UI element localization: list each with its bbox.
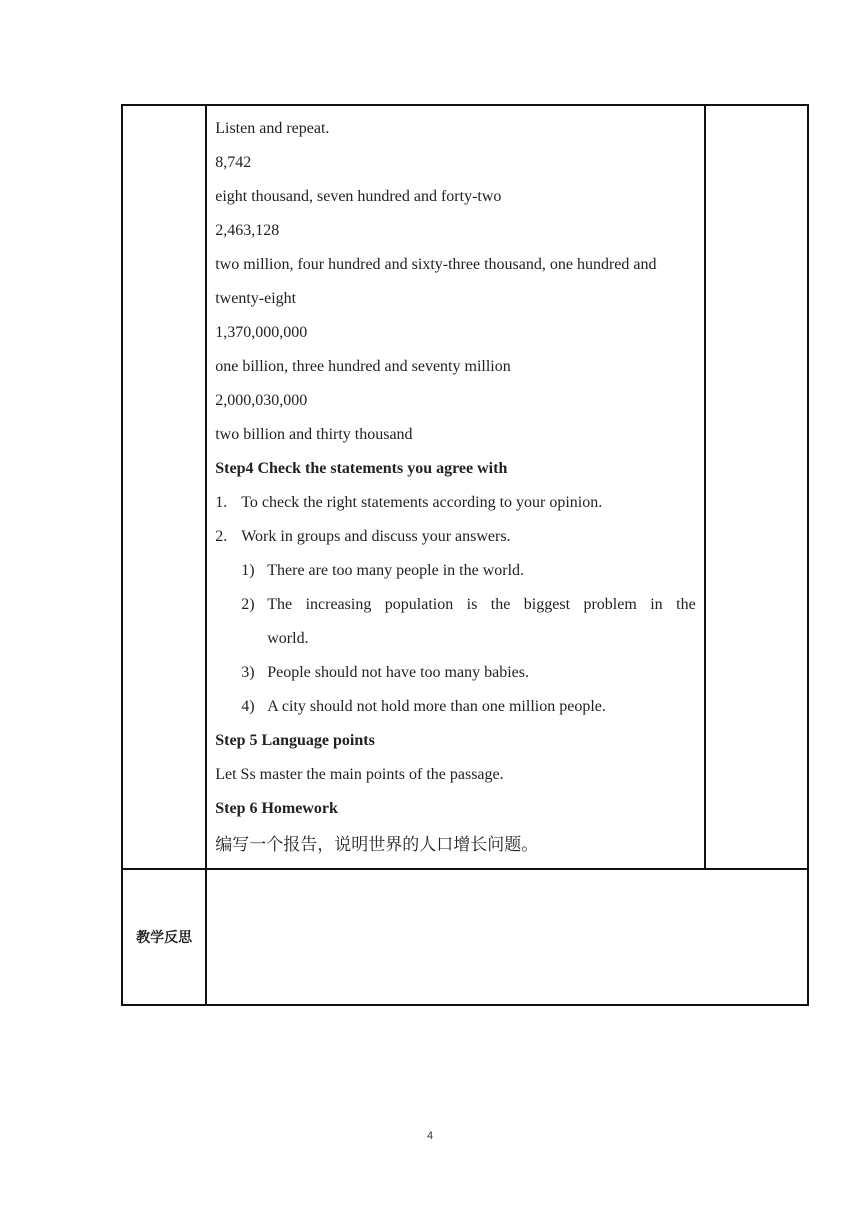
statement-text: A city should not hold more than one million people.: [267, 698, 606, 715]
statement-number: 2): [241, 596, 255, 613]
step4-item: [215, 520, 695, 554]
step6-heading: Step 6 Homework: [215, 800, 338, 817]
reflection-label: 教学反思: [122, 869, 206, 1005]
number-2-words-line2: twenty-eight: [215, 290, 297, 307]
number-2-words-line1: two million, four hundred and sixty-three thousand, one hundred and: [215, 256, 657, 273]
number-4-words: two billion and thirty thousand: [215, 426, 413, 443]
number-2: 2,463,128: [215, 222, 280, 239]
number-3: 1,370,000,000: [215, 324, 308, 341]
step4-item-number: 1.: [215, 494, 228, 511]
step4-item-text: To check the right statements according to your opinion.: [241, 494, 603, 511]
statement-text: There are too many people in the world.: [267, 562, 525, 579]
statement-number: 4): [241, 698, 255, 715]
procedure-label-cell: [122, 105, 206, 869]
number-1-words: eight thousand, seven hundred and forty-two: [215, 188, 502, 205]
statement-text: The increasing population is the biggest problem in the: [267, 596, 696, 613]
statement-number: 1): [241, 562, 255, 579]
statement-number: 3): [241, 664, 255, 681]
statement-item: [215, 554, 695, 588]
lesson-plan-table: [121, 104, 809, 1006]
statement-item: [215, 588, 695, 656]
notes-cell: [705, 105, 808, 869]
reflection-content-cell: [206, 869, 808, 1005]
step4-item-text: Work in groups and discuss your answers.: [241, 528, 511, 545]
step6-homework-text: 编写一个报告，说明世界的人口增长问题。: [215, 835, 539, 855]
number-4: 2,000,030,000: [215, 392, 308, 409]
step5-text: Let Ss master the main points of the passage.: [215, 766, 504, 783]
step4-heading: Step4 Check the statements you agree with: [215, 460, 508, 477]
step4-item-number: 2.: [215, 528, 228, 545]
statement-text: People should not have too many babies.: [267, 664, 529, 681]
step5-heading: Step 5 Language points: [215, 732, 375, 749]
procedure-row: [122, 105, 808, 869]
reflection-row: [122, 869, 808, 1005]
statement-text-block: [267, 588, 695, 656]
page-number: 4: [426, 1130, 434, 1142]
listen-instruction: Listen and repeat.: [215, 120, 330, 137]
number-1: 8,742: [215, 154, 252, 171]
step4-item: [215, 486, 695, 520]
procedure-content-cell: [206, 105, 704, 869]
statement-text-continued: world.: [267, 630, 309, 647]
statement-item: [215, 656, 695, 690]
statement-item: [215, 690, 695, 724]
number-3-words: one billion, three hundred and seventy million: [215, 358, 511, 375]
